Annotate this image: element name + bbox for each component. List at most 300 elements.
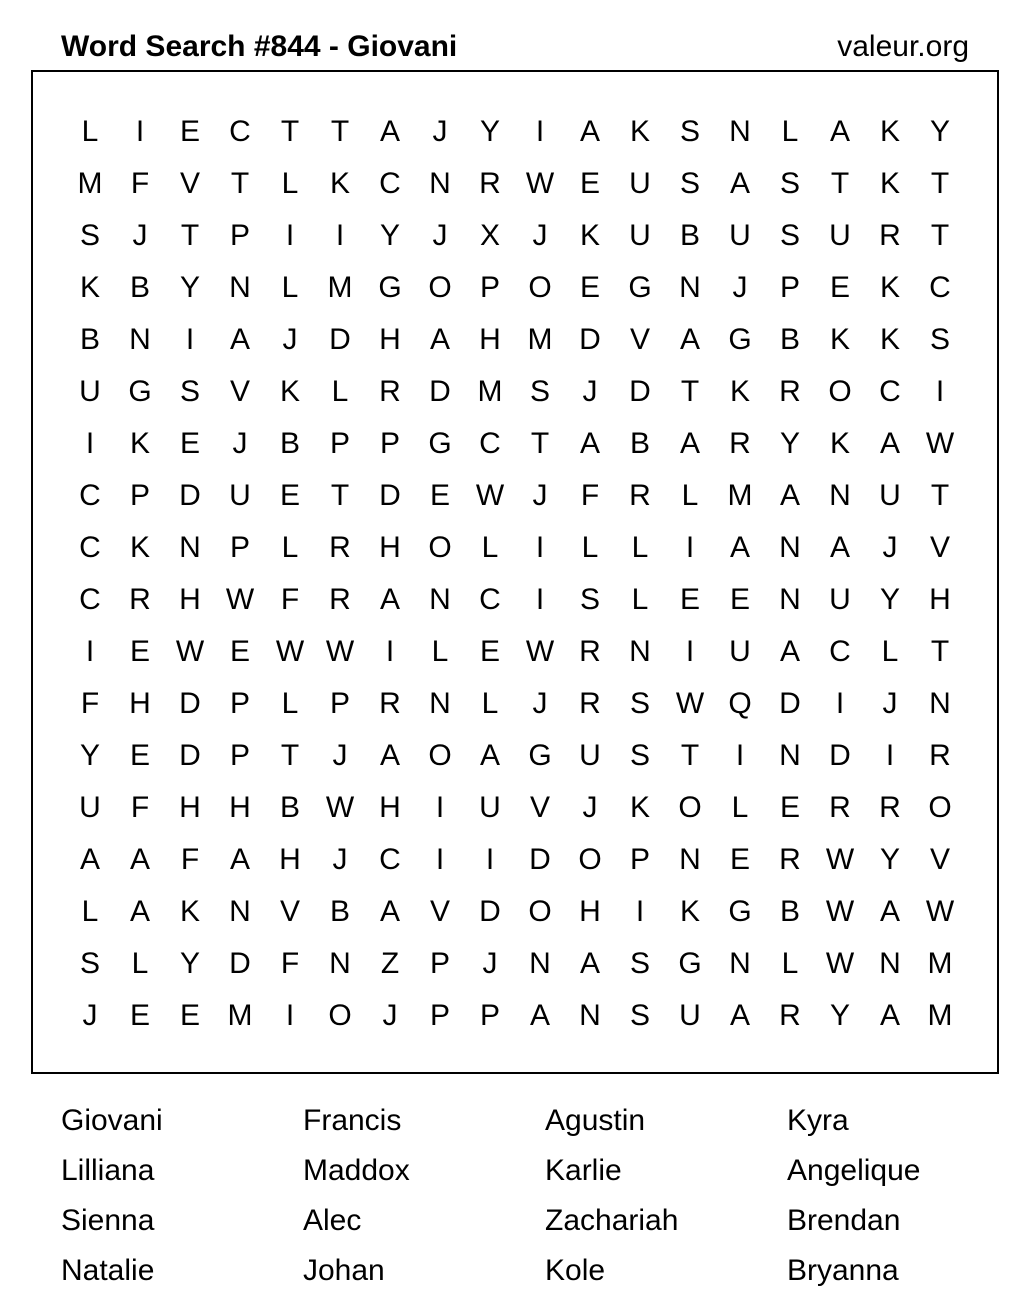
grid-letter: A [829,115,850,148]
grid-letter: T [830,167,850,200]
grid-letter: X [479,219,500,252]
grid-letter: I [385,635,395,668]
grid-letter: E [579,271,600,304]
grid-letter: B [129,271,150,304]
grid-letter: Y [479,115,500,148]
word-list-item: Bryanna [787,1254,899,1287]
grid-letter: D [429,375,451,408]
grid-letter: W [825,895,855,928]
grid-letter: K [329,167,350,200]
grid-letter: V [229,375,250,408]
grid-letter: R [329,531,351,564]
grid-letter: U [79,791,101,824]
word-list-item: Angelique [787,1154,921,1187]
grid-letter: N [179,531,201,564]
grid-letter: D [179,739,201,772]
grid-letter: R [879,219,901,252]
grid-letter: T [680,739,700,772]
grid-letter: E [129,999,150,1032]
grid-letter: R [779,375,801,408]
grid-letter: I [435,843,445,876]
grid-letter: L [281,271,299,304]
grid-letter: B [329,895,350,928]
grid-letter: U [679,999,701,1032]
grid-letter: K [629,115,650,148]
grid-letter: S [779,167,800,200]
grid-letter: T [680,375,700,408]
grid-letter: G [628,271,652,304]
grid-letter: K [129,427,150,460]
grid-letter: A [229,843,250,876]
grid-letter: K [579,219,600,252]
grid-letter: C [379,843,401,876]
grid-letter: L [431,635,449,668]
grid-letter: N [779,583,801,616]
grid-letter: V [629,323,650,356]
grid-letter: S [529,375,550,408]
grid-letter: A [379,583,400,616]
grid-letter: I [635,895,645,928]
grid-letter: R [929,739,951,772]
grid-letter: G [678,947,702,980]
grid-letter: F [80,687,100,720]
grid-letter: Z [380,947,400,980]
grid-letter: G [728,895,752,928]
grid-letter: O [528,895,552,928]
grid-letter: T [280,115,300,148]
grid-letter: O [828,375,852,408]
grid-letter: I [835,687,845,720]
grid-letter: R [379,687,401,720]
grid-letter: M [527,323,553,356]
grid-letter: P [229,531,250,564]
grid-letter: N [429,687,451,720]
grid-letter: N [679,271,701,304]
grid-letter: O [428,531,452,564]
grid-letter: T [930,167,950,200]
grid-letter: N [729,947,751,980]
grid-letter: A [129,843,150,876]
grid-letter: B [279,791,300,824]
grid-letter: H [379,323,401,356]
grid-letter: A [879,895,900,928]
grid-letter: P [779,271,800,304]
grid-letter: A [479,739,500,772]
grid-letter: R [579,687,601,720]
grid-letter: O [328,999,352,1032]
grid-letter: K [879,323,900,356]
grid-letter: E [179,115,200,148]
grid-letter: W [925,427,955,460]
grid-letter: P [229,687,250,720]
grid-letter: N [929,687,951,720]
grid-letter: G [378,271,402,304]
grid-letter: A [879,427,900,460]
grid-letter: A [529,999,550,1032]
grid-letter: R [379,375,401,408]
grid-letter: W [225,583,255,616]
grid-letter: H [929,583,951,616]
grid-letter: F [130,167,150,200]
grid-letter: L [81,115,99,148]
grid-letter: Y [829,999,850,1032]
grid-letter: E [679,583,700,616]
grid-letter: W [275,635,305,668]
grid-letter: Y [179,947,200,980]
grid-letter: D [179,479,201,512]
word-list-item: Kyra [787,1104,849,1137]
grid-letter: W [525,167,555,200]
grid-letter: V [179,167,200,200]
grid-letter: P [429,999,450,1032]
grid-letter: R [129,583,151,616]
grid-letter: P [229,219,250,252]
grid-letter: A [779,479,800,512]
grid-letter: C [79,583,101,616]
grid-letter: L [281,167,299,200]
grid-letter: K [79,271,100,304]
grid-letter: L [881,635,899,668]
grid-letter: W [825,947,855,980]
grid-letter: N [779,531,801,564]
grid-letter: D [329,323,351,356]
grid-letter: N [679,843,701,876]
site-name: valeur.org [837,30,969,63]
word-list-item: Natalie [61,1254,155,1287]
grid-letter: F [280,583,300,616]
grid-letter: S [629,687,650,720]
grid-letter: N [629,635,651,668]
grid-letter: D [779,687,801,720]
grid-letter: I [685,635,695,668]
grid-letter: Y [929,115,950,148]
grid-letter: A [729,999,750,1032]
grid-letter: M [927,999,953,1032]
grid-letter: L [481,687,499,720]
grid-letter: I [735,739,745,772]
grid-letter: V [929,531,950,564]
grid-letter: I [335,219,345,252]
grid-letter: B [779,323,800,356]
grid-letter: J [582,791,598,824]
grid-letter: M [927,947,953,980]
grid-letter: Y [779,427,800,460]
grid-letter: H [379,791,401,824]
grid-letter: S [79,219,100,252]
grid-letter: E [429,479,450,512]
grid-letter: U [479,791,501,824]
grid-letter: I [535,583,545,616]
grid-letter: L [281,531,299,564]
grid-letter: U [829,219,851,252]
grid-letter: O [578,843,602,876]
grid-letter: O [678,791,702,824]
grid-letter: P [329,687,350,720]
grid-letter: S [629,739,650,772]
grid-letter: I [685,531,695,564]
grid-letter: A [79,843,100,876]
grid-letter: G [128,375,152,408]
grid-letter: I [485,843,495,876]
grid-letter: E [829,271,850,304]
grid-letter: R [729,427,751,460]
grid-letter: D [579,323,601,356]
grid-letter: M [77,167,103,200]
grid-letter: G [528,739,552,772]
grid-letter: L [331,375,349,408]
grid-letter: I [535,115,545,148]
word-list-item: Alec [303,1204,362,1237]
grid-letter: J [482,947,498,980]
grid-letter: C [79,531,101,564]
grid-letter: O [428,271,452,304]
grid-letter: N [529,947,551,980]
word-list-item: Sienna [61,1204,155,1237]
grid-letter: S [779,219,800,252]
letter-grid [65,106,965,1042]
grid-letter: J [882,687,898,720]
word-list-item: Francis [303,1104,402,1137]
grid-letter: P [479,999,500,1032]
grid-letter: T [930,479,950,512]
grid-letter: N [579,999,601,1032]
grid-letter: I [285,219,295,252]
grid-letter: F [280,947,300,980]
grid-letter: H [479,323,501,356]
grid-letter: J [382,999,398,1032]
grid-letter: J [532,479,548,512]
grid-letter: I [535,531,545,564]
grid-letter: S [679,167,700,200]
grid-letter: J [332,843,348,876]
grid-letter: V [929,843,950,876]
grid-letter: H [129,687,151,720]
grid-letter: U [229,479,251,512]
grid-letter: A [379,895,400,928]
grid-letter: C [479,583,501,616]
grid-letter: K [879,271,900,304]
grid-letter: S [79,947,100,980]
grid-letter: F [130,791,150,824]
grid-letter: P [329,427,350,460]
grid-letter: L [781,115,799,148]
grid-letter: B [79,323,100,356]
word-list-item: Kole [545,1254,606,1287]
grid-letter: E [579,167,600,200]
grid-letter: A [729,531,750,564]
grid-letter: H [229,791,251,824]
grid-letter: P [229,739,250,772]
grid-letter: A [429,323,450,356]
grid-letter: C [829,635,851,668]
grid-letter: H [179,791,201,824]
grid-letter: B [279,427,300,460]
grid-letter: I [135,115,145,148]
grid-letter: P [629,843,650,876]
grid-letter: I [885,739,895,772]
grid-letter: L [81,895,99,928]
grid-letter: B [779,895,800,928]
grid-letter: N [729,115,751,148]
grid-letter: H [579,895,601,928]
grid-letter: C [929,271,951,304]
grid-letter: J [882,531,898,564]
grid-letter: E [779,791,800,824]
grid-letter: F [580,479,600,512]
grid-letter: I [935,375,945,408]
grid-letter: E [729,843,750,876]
grid-letter: R [829,791,851,824]
grid-letter: S [579,583,600,616]
grid-letter: S [629,999,650,1032]
grid-letter: A [779,635,800,668]
grid-letter: J [532,219,548,252]
grid-letter: E [479,635,500,668]
word-list-item: Brendan [787,1204,901,1237]
grid-letter: E [179,999,200,1032]
grid-letter: Y [179,271,200,304]
grid-letter: A [679,427,700,460]
grid-letter: G [428,427,452,460]
grid-letter: E [229,635,250,668]
grid-letter: D [629,375,651,408]
grid-letter: Q [728,687,752,720]
word-list-item: Karlie [545,1154,622,1187]
grid-letter: A [579,115,600,148]
grid-letter: A [229,323,250,356]
grid-letter: W [675,687,705,720]
grid-letter: K [879,167,900,200]
grid-letter: P [379,427,400,460]
grid-letter: C [79,479,101,512]
grid-letter: K [629,791,650,824]
grid-letter: N [429,167,451,200]
grid-letter: G [728,323,752,356]
grid-letter: C [879,375,901,408]
grid-letter: S [679,115,700,148]
word-list-item: Agustin [545,1104,646,1137]
grid-letter: M [327,271,353,304]
grid-letter: L [481,531,499,564]
grid-letter: T [330,479,350,512]
grid-letter: K [829,323,850,356]
grid-letter: D [529,843,551,876]
grid-letter: B [679,219,700,252]
grid-letter: K [829,427,850,460]
grid-letter: Y [879,583,900,616]
grid-letter: F [180,843,200,876]
grid-letter: I [435,791,445,824]
grid-letter: P [479,271,500,304]
grid-letter: D [829,739,851,772]
grid-letter: D [179,687,201,720]
grid-letter: W [175,635,205,668]
grid-letter: H [379,531,401,564]
grid-letter: N [229,895,251,928]
grid-letter: J [432,219,448,252]
grid-letter: O [428,739,452,772]
word-list [61,1096,1029,1296]
grid-letter: O [928,791,952,824]
grid-letter: N [779,739,801,772]
grid-letter: L [781,947,799,980]
grid-letter: K [879,115,900,148]
puzzle-board [31,70,999,1074]
grid-letter: J [82,999,98,1032]
grid-letter: E [129,739,150,772]
grid-letter: U [629,219,651,252]
grid-letter: E [729,583,750,616]
grid-letter: L [681,479,699,512]
grid-letter: J [232,427,248,460]
grid-letter: U [729,635,751,668]
grid-letter: J [732,271,748,304]
grid-letter: O [528,271,552,304]
grid-letter: W [325,791,355,824]
grid-letter: N [879,947,901,980]
grid-letter: P [129,479,150,512]
grid-letter: Y [79,739,100,772]
grid-letter: C [479,427,501,460]
word-list-item: Lilliana [61,1154,155,1187]
grid-letter: E [279,479,300,512]
grid-letter: T [280,739,300,772]
grid-letter: N [229,271,251,304]
grid-letter: L [131,947,149,980]
grid-letter: A [829,531,850,564]
grid-letter: U [829,583,851,616]
grid-letter: A [879,999,900,1032]
grid-letter: B [629,427,650,460]
grid-letter: K [179,895,200,928]
grid-letter: T [930,635,950,668]
grid-letter: J [432,115,448,148]
grid-letter: V [429,895,450,928]
grid-letter: L [631,583,649,616]
grid-letter: L [731,791,749,824]
grid-letter: L [281,687,299,720]
grid-letter: K [279,375,300,408]
word-list-item: Zachariah [545,1204,679,1237]
grid-letter: I [285,999,295,1032]
grid-letter: M [227,999,253,1032]
word-list-item: Giovani [61,1104,163,1137]
grid-letter: U [879,479,901,512]
grid-letter: U [729,219,751,252]
grid-letter: A [679,323,700,356]
grid-letter: W [825,843,855,876]
grid-letter: J [582,375,598,408]
grid-letter: V [529,791,550,824]
grid-letter: U [79,375,101,408]
grid-letter: K [729,375,750,408]
grid-letter: C [229,115,251,148]
grid-letter: T [180,219,200,252]
grid-letter: J [282,323,298,356]
grid-letter: H [179,583,201,616]
grid-letter: E [179,427,200,460]
grid-letter: D [229,947,251,980]
grid-letter: U [629,167,651,200]
grid-letter: N [329,947,351,980]
grid-letter: K [129,531,150,564]
grid-letter: J [332,739,348,772]
grid-letter: T [530,427,550,460]
grid-letter: N [129,323,151,356]
grid-letter: R [579,635,601,668]
grid-letter: W [325,635,355,668]
grid-letter: S [929,323,950,356]
